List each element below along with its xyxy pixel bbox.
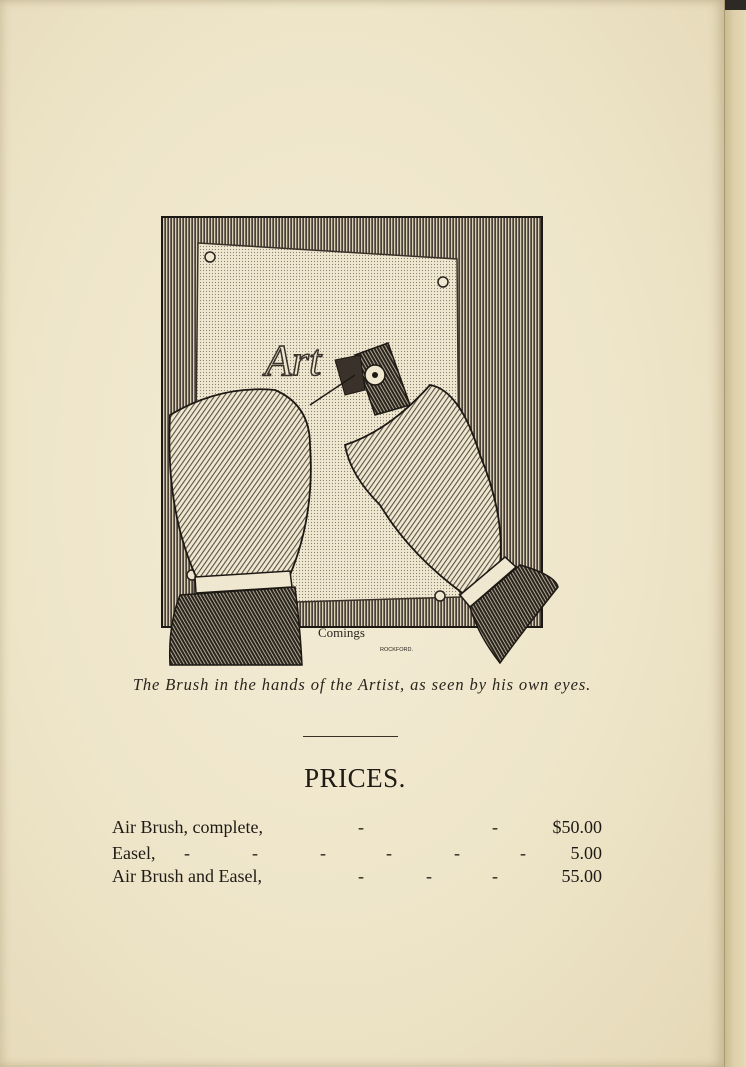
price-amount: 5.00 [570,843,602,863]
leader-dash: - [492,817,498,837]
leader-dash: - [252,843,258,863]
adjacent-page-edge [724,0,746,1067]
price-amount: $50.00 [552,817,602,837]
prices-heading: PRICES. [304,763,406,793]
price-item-label: Air Brush and Easel, [112,866,262,886]
leader-dash: - [454,843,460,863]
illustration-caption: The Brush in the hands of the Artist, as seen by his own eyes. [132,675,592,694]
leader-dash: - [492,866,498,886]
section-divider [303,736,398,737]
price-item-label: Air Brush, complete, [112,817,263,837]
engraver-signature: Comings [318,625,365,640]
price-row [112,817,602,841]
paper-lettering: Art [265,336,322,385]
engraver-place: ROCKFORD. [380,647,413,653]
price-row [112,843,602,867]
leader-dash: - [184,843,190,863]
leader-dash: - [520,843,526,863]
leader-dash: - [358,817,364,837]
price-item-label: Easel, [112,843,156,863]
leader-dash: - [386,843,392,863]
price-amount: 55.00 [561,866,602,886]
leader-dash: - [358,866,364,886]
engraving-illustration [160,215,562,670]
leader-dash: - [426,866,432,886]
price-row [112,866,602,890]
leader-dash: - [320,843,326,863]
left-hand [169,389,310,585]
left-sleeve [170,587,302,665]
